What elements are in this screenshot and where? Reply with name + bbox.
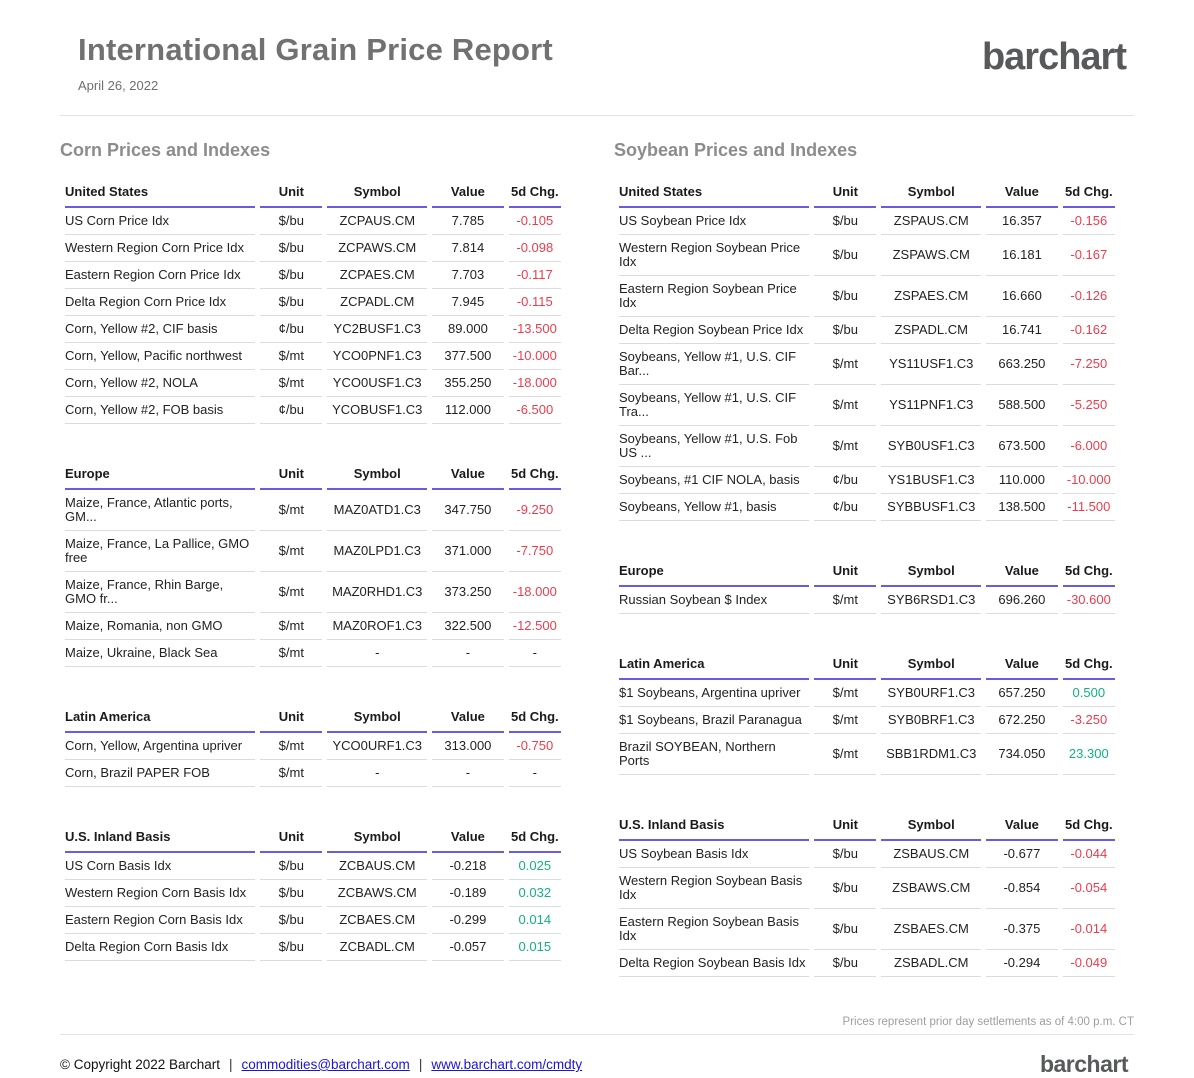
row-value: 7.945 — [432, 289, 503, 316]
row-change: -0.098 — [509, 235, 561, 262]
row-symbol: ZSPAUS.CM — [881, 208, 981, 235]
column-header-chg: 5d Chg. — [1063, 179, 1115, 208]
table-row — [65, 343, 561, 370]
row-label: US Soybean Price Idx — [619, 208, 809, 235]
column-header-unit: Unit — [814, 812, 876, 841]
row-unit: $/mt — [814, 385, 876, 426]
footer-divider — [60, 1034, 1134, 1035]
row-label: Corn, Yellow #2, NOLA — [65, 370, 255, 397]
row-value: 16.741 — [986, 317, 1057, 344]
row-label: US Corn Basis Idx — [65, 853, 255, 880]
soybean-section-title: Soybean Prices and Indexes — [614, 140, 858, 160]
column-header-value: Value — [986, 812, 1057, 841]
row-label: Western Region Corn Price Idx — [65, 235, 255, 262]
row-value: 7.785 — [432, 208, 503, 235]
row-change: -18.000 — [509, 370, 561, 397]
row-change: -0.750 — [509, 733, 561, 760]
row-label: Western Region Corn Basis Idx — [65, 880, 255, 907]
table-region-title: Latin America — [619, 651, 809, 680]
column-header-unit: Unit — [814, 558, 876, 587]
column-header-value: Value — [432, 704, 503, 733]
column-header-symbol: Symbol — [327, 704, 427, 733]
row-value: 588.500 — [986, 385, 1057, 426]
row-value: 110.000 — [986, 467, 1057, 494]
row-symbol: ZCPAES.CM — [327, 262, 427, 289]
table-header-row — [619, 558, 1115, 587]
row-unit: $/mt — [260, 370, 322, 397]
row-label: $1 Soybeans, Brazil Paranagua — [619, 707, 809, 734]
row-unit: $/mt — [814, 680, 876, 707]
copyright-text: © Copyright 2022 Barchart — [60, 1057, 221, 1072]
table-row — [65, 880, 561, 907]
table-region-title: Latin America — [65, 704, 255, 733]
table-region-title: United States — [619, 179, 809, 208]
email-link[interactable]: commodities@barchart.com — [241, 1057, 410, 1072]
row-label: Eastern Region Soybean Price Idx — [619, 276, 809, 317]
report-date: April 26, 2022 — [78, 78, 159, 93]
row-value: 734.050 — [986, 734, 1057, 775]
row-symbol: ZCBAWS.CM — [327, 880, 427, 907]
row-symbol: YS11USF1.C3 — [881, 344, 981, 385]
row-label: Delta Region Corn Basis Idx — [65, 934, 255, 961]
report-body — [60, 136, 1134, 1014]
row-change: 23.300 — [1063, 734, 1115, 775]
row-symbol: MAZ0RHD1.C3 — [327, 572, 427, 613]
row-label: Corn, Brazil PAPER FOB — [65, 760, 255, 787]
column-header-value: Value — [432, 461, 503, 490]
column-header-chg: 5d Chg. — [1063, 812, 1115, 841]
table-header-row — [619, 812, 1115, 841]
row-value: 322.500 — [432, 613, 503, 640]
table-row — [619, 707, 1115, 734]
column-header-symbol: Symbol — [881, 179, 981, 208]
row-symbol: MAZ0ROF1.C3 — [327, 613, 427, 640]
barchart-logo-small: barchart — [1039, 1051, 1128, 1077]
row-label: Corn, Yellow #2, CIF basis — [65, 316, 255, 343]
row-change: -0.115 — [509, 289, 561, 316]
row-change: -0.054 — [1063, 868, 1115, 909]
row-value: 673.500 — [986, 426, 1057, 467]
row-value: 313.000 — [432, 733, 503, 760]
report-header — [60, 26, 1134, 93]
price-table — [60, 461, 566, 667]
row-change: -0.044 — [1063, 841, 1115, 868]
row-value: 371.000 — [432, 531, 503, 572]
row-change: -6.000 — [1063, 426, 1115, 467]
row-value: 657.250 — [986, 680, 1057, 707]
column-header-value: Value — [986, 651, 1057, 680]
row-change: 0.032 — [509, 880, 561, 907]
row-label: Brazil SOYBEAN, Northern Ports — [619, 734, 809, 775]
row-value: -0.294 — [986, 950, 1057, 977]
row-value: 663.250 — [986, 344, 1057, 385]
row-symbol: MAZ0LPD1.C3 — [327, 531, 427, 572]
table-header-row — [65, 704, 561, 733]
row-label: Maize, France, Atlantic ports, GM... — [65, 490, 255, 531]
row-value: -0.375 — [986, 909, 1057, 950]
row-symbol: ZCBADL.CM — [327, 934, 427, 961]
price-table — [60, 704, 566, 787]
column-header-unit: Unit — [814, 179, 876, 208]
table-row — [619, 909, 1115, 950]
row-symbol: SYB0URF1.C3 — [881, 680, 981, 707]
row-change: -0.014 — [1063, 909, 1115, 950]
row-label: Delta Region Soybean Price Idx — [619, 317, 809, 344]
row-change: -7.250 — [1063, 344, 1115, 385]
row-symbol: - — [327, 760, 427, 787]
row-value: 7.814 — [432, 235, 503, 262]
row-value: -0.057 — [432, 934, 503, 961]
row-value: -0.677 — [986, 841, 1057, 868]
row-symbol: ZSBAWS.CM — [881, 868, 981, 909]
row-unit: $/mt — [814, 707, 876, 734]
row-value: 347.750 — [432, 490, 503, 531]
table-row — [65, 262, 561, 289]
row-label: Delta Region Corn Price Idx — [65, 289, 255, 316]
table-row — [65, 316, 561, 343]
row-label: $1 Soybeans, Argentina upriver — [619, 680, 809, 707]
header-left — [60, 26, 553, 93]
row-change: -11.500 — [1063, 494, 1115, 521]
website-link[interactable]: www.barchart.com/cmdty — [431, 1057, 583, 1072]
row-change: -12.500 — [509, 613, 561, 640]
column-header-symbol: Symbol — [881, 812, 981, 841]
table-region-title: United States — [65, 179, 255, 208]
column-header-value: Value — [432, 179, 503, 208]
row-symbol: ZSBAUS.CM — [881, 841, 981, 868]
row-symbol: YS1BUSF1.C3 — [881, 467, 981, 494]
column-header-unit: Unit — [260, 704, 322, 733]
row-value: -0.218 — [432, 853, 503, 880]
row-value: 89.000 — [432, 316, 503, 343]
table-row — [619, 680, 1115, 707]
row-label: Maize, France, La Pallice, GMO free — [65, 531, 255, 572]
table-row — [619, 344, 1115, 385]
column-header-symbol: Symbol — [881, 558, 981, 587]
soybean-section — [614, 136, 1120, 1014]
row-change: -0.105 — [509, 208, 561, 235]
column-header-value: Value — [986, 179, 1057, 208]
row-symbol: YCO0USF1.C3 — [327, 370, 427, 397]
row-label: Soybeans, Yellow #1, U.S. CIF Tra... — [619, 385, 809, 426]
row-change: -18.000 — [509, 572, 561, 613]
row-value: 138.500 — [986, 494, 1057, 521]
row-label: US Corn Price Idx — [65, 208, 255, 235]
row-label: Corn, Yellow, Pacific northwest — [65, 343, 255, 370]
row-change: -7.750 — [509, 531, 561, 572]
row-symbol: YC2BUSF1.C3 — [327, 316, 427, 343]
price-table — [614, 812, 1120, 977]
column-header-unit: Unit — [260, 461, 322, 490]
table-row — [65, 289, 561, 316]
row-change: -0.167 — [1063, 235, 1115, 276]
column-header-symbol: Symbol — [327, 461, 427, 490]
price-table — [60, 179, 566, 424]
row-label: Soybeans, #1 CIF NOLA, basis — [619, 467, 809, 494]
row-change: -0.126 — [1063, 276, 1115, 317]
price-table — [60, 824, 566, 961]
column-header-chg: 5d Chg. — [1063, 651, 1115, 680]
row-change: -10.000 — [509, 343, 561, 370]
row-value: 16.181 — [986, 235, 1057, 276]
row-label: US Soybean Basis Idx — [619, 841, 809, 868]
price-table — [614, 651, 1120, 775]
row-value: 16.357 — [986, 208, 1057, 235]
row-unit: $/mt — [814, 734, 876, 775]
table-row — [65, 370, 561, 397]
row-unit: $/mt — [260, 640, 322, 667]
row-unit: $/bu — [260, 262, 322, 289]
row-unit: $/mt — [260, 733, 322, 760]
row-value: 377.500 — [432, 343, 503, 370]
table-header-row — [65, 824, 561, 853]
barchart-logo: barchart — [981, 36, 1126, 78]
table-row — [619, 235, 1115, 276]
row-value: -0.299 — [432, 907, 503, 934]
row-change: -3.250 — [1063, 707, 1115, 734]
row-label: Maize, France, Rhin Barge, GMO fr... — [65, 572, 255, 613]
row-change: 0.015 — [509, 934, 561, 961]
table-row — [619, 467, 1115, 494]
row-change: -0.117 — [509, 262, 561, 289]
row-unit: ¢/bu — [260, 316, 322, 343]
row-change: -0.049 — [1063, 950, 1115, 977]
row-symbol: YCO0URF1.C3 — [327, 733, 427, 760]
page-title: International Grain Price Report — [78, 32, 553, 67]
price-table — [614, 179, 1120, 521]
row-change: -6.500 — [509, 397, 561, 424]
row-unit: ¢/bu — [814, 494, 876, 521]
row-unit: $/bu — [814, 950, 876, 977]
row-unit: $/mt — [260, 490, 322, 531]
column-header-unit: Unit — [260, 179, 322, 208]
table-row — [619, 426, 1115, 467]
row-value: -0.854 — [986, 868, 1057, 909]
row-symbol: SYBBUSF1.C3 — [881, 494, 981, 521]
table-row — [65, 531, 561, 572]
row-label: Corn, Yellow, Argentina upriver — [65, 733, 255, 760]
row-symbol: ZCBAUS.CM — [327, 853, 427, 880]
table-header-row — [619, 179, 1115, 208]
row-change: 0.014 — [509, 907, 561, 934]
row-label: Maize, Romania, non GMO — [65, 613, 255, 640]
column-header-chg: 5d Chg. — [1063, 558, 1115, 587]
row-value: - — [432, 760, 503, 787]
table-row — [619, 587, 1115, 614]
row-symbol: SYB0BRF1.C3 — [881, 707, 981, 734]
row-label: Corn, Yellow #2, FOB basis — [65, 397, 255, 424]
row-unit: $/bu — [260, 853, 322, 880]
table-row — [619, 317, 1115, 344]
column-header-value: Value — [432, 824, 503, 853]
row-value: -0.189 — [432, 880, 503, 907]
row-symbol: YCOBUSF1.C3 — [327, 397, 427, 424]
column-header-chg: 5d Chg. — [509, 461, 561, 490]
column-header-value: Value — [986, 558, 1057, 587]
table-row — [619, 841, 1115, 868]
table-row — [65, 490, 561, 531]
column-header-chg: 5d Chg. — [509, 704, 561, 733]
column-header-symbol: Symbol — [881, 651, 981, 680]
table-row — [619, 868, 1115, 909]
row-symbol: ZCPADL.CM — [327, 289, 427, 316]
footer-separator: | — [229, 1057, 233, 1072]
row-change: -10.000 — [1063, 467, 1115, 494]
corn-section-title: Corn Prices and Indexes — [60, 140, 271, 160]
row-label: Soybeans, Yellow #1, U.S. Fob US ... — [619, 426, 809, 467]
row-change: -0.162 — [1063, 317, 1115, 344]
row-symbol: SBB1RDM1.C3 — [881, 734, 981, 775]
header-divider — [60, 115, 1134, 116]
table-row — [65, 613, 561, 640]
table-row — [65, 208, 561, 235]
table-region-title: Europe — [65, 461, 255, 490]
row-change: 0.025 — [509, 853, 561, 880]
row-symbol: SYB0USF1.C3 — [881, 426, 981, 467]
table-region-title: Europe — [619, 558, 809, 587]
row-label: Delta Region Soybean Basis Idx — [619, 950, 809, 977]
row-change: -13.500 — [509, 316, 561, 343]
row-symbol: ZSBADL.CM — [881, 950, 981, 977]
row-unit: $/bu — [814, 235, 876, 276]
column-header-unit: Unit — [814, 651, 876, 680]
row-unit: ¢/bu — [814, 467, 876, 494]
table-row — [65, 760, 561, 787]
column-header-chg: 5d Chg. — [509, 179, 561, 208]
row-unit: $/bu — [814, 868, 876, 909]
table-row — [619, 385, 1115, 426]
row-symbol: ZSPADL.CM — [881, 317, 981, 344]
row-unit: $/mt — [260, 531, 322, 572]
table-region-title: U.S. Inland Basis — [619, 812, 809, 841]
row-symbol: ZSPAES.CM — [881, 276, 981, 317]
row-unit: $/bu — [260, 289, 322, 316]
row-unit: ¢/bu — [260, 397, 322, 424]
table-row — [65, 733, 561, 760]
row-symbol: SYB6RSD1.C3 — [881, 587, 981, 614]
table-row — [619, 276, 1115, 317]
row-change: 0.500 — [1063, 680, 1115, 707]
row-value: 355.250 — [432, 370, 503, 397]
row-label: Western Region Soybean Basis Idx — [619, 868, 809, 909]
footer-text — [60, 1057, 582, 1072]
row-change: - — [509, 640, 561, 667]
row-symbol: MAZ0ATD1.C3 — [327, 490, 427, 531]
row-unit: $/bu — [260, 934, 322, 961]
column-header-chg: 5d Chg. — [509, 824, 561, 853]
row-symbol: ZCBAES.CM — [327, 907, 427, 934]
report-footer — [60, 1051, 1134, 1078]
row-unit: $/bu — [814, 841, 876, 868]
row-label: Eastern Region Soybean Basis Idx — [619, 909, 809, 950]
row-unit: $/bu — [260, 880, 322, 907]
settlement-note: Prices represent prior day settlements as of 4:00 p.m. CT — [842, 1016, 1134, 1028]
row-unit: $/mt — [814, 344, 876, 385]
row-value: 7.703 — [432, 262, 503, 289]
row-value: 373.250 — [432, 572, 503, 613]
row-label: Soybeans, Yellow #1, U.S. CIF Bar... — [619, 344, 809, 385]
table-row — [65, 640, 561, 667]
row-label: Eastern Region Corn Basis Idx — [65, 907, 255, 934]
column-header-symbol: Symbol — [327, 824, 427, 853]
row-change: -5.250 — [1063, 385, 1115, 426]
row-value: - — [432, 640, 503, 667]
table-header-row — [65, 179, 561, 208]
row-unit: $/mt — [260, 613, 322, 640]
table-row — [619, 734, 1115, 775]
table-row — [619, 208, 1115, 235]
row-symbol: - — [327, 640, 427, 667]
row-label: Eastern Region Corn Price Idx — [65, 262, 255, 289]
row-symbol: ZSPAWS.CM — [881, 235, 981, 276]
table-row — [65, 934, 561, 961]
row-unit: $/mt — [260, 760, 322, 787]
table-row — [619, 494, 1115, 521]
row-symbol: ZSBAES.CM — [881, 909, 981, 950]
table-row — [65, 853, 561, 880]
row-change: -0.156 — [1063, 208, 1115, 235]
table-row — [65, 235, 561, 262]
row-unit: $/bu — [814, 208, 876, 235]
row-unit: $/bu — [260, 208, 322, 235]
row-unit: $/bu — [260, 907, 322, 934]
table-header-row — [619, 651, 1115, 680]
row-unit: $/mt — [814, 426, 876, 467]
row-change: -30.600 — [1063, 587, 1115, 614]
row-change: - — [509, 760, 561, 787]
row-unit: $/mt — [814, 587, 876, 614]
row-unit: $/bu — [814, 317, 876, 344]
row-label: Maize, Ukraine, Black Sea — [65, 640, 255, 667]
row-symbol: YS11PNF1.C3 — [881, 385, 981, 426]
table-row — [619, 950, 1115, 977]
table-region-title: U.S. Inland Basis — [65, 824, 255, 853]
footer-separator: | — [418, 1057, 423, 1072]
row-label: Soybeans, Yellow #1, basis — [619, 494, 809, 521]
table-header-row — [65, 461, 561, 490]
row-unit: $/mt — [260, 572, 322, 613]
table-row — [65, 572, 561, 613]
row-symbol: ZCPAUS.CM — [327, 208, 427, 235]
row-symbol: YCO0PNF1.C3 — [327, 343, 427, 370]
row-value: 672.250 — [986, 707, 1057, 734]
row-unit: $/bu — [814, 909, 876, 950]
row-label: Western Region Soybean Price Idx — [619, 235, 809, 276]
row-change: -9.250 — [509, 490, 561, 531]
row-value: 696.260 — [986, 587, 1057, 614]
row-unit: $/bu — [260, 235, 322, 262]
column-header-symbol: Symbol — [327, 179, 427, 208]
row-unit: $/mt — [260, 343, 322, 370]
column-header-unit: Unit — [260, 824, 322, 853]
price-table — [614, 558, 1120, 614]
row-value: 112.000 — [432, 397, 503, 424]
row-symbol: ZCPAWS.CM — [327, 235, 427, 262]
corn-section — [60, 136, 566, 1014]
row-label: Russian Soybean $ Index — [619, 587, 809, 614]
table-row — [65, 397, 561, 424]
row-value: 16.660 — [986, 276, 1057, 317]
row-unit: $/bu — [814, 276, 876, 317]
